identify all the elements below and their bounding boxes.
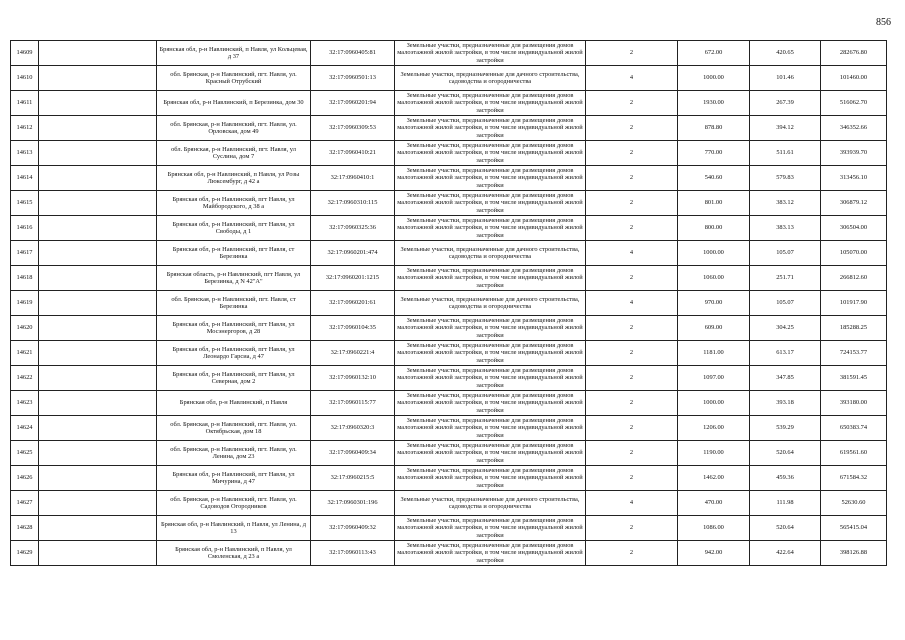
cell-blank bbox=[39, 466, 157, 491]
cell-land-use-category: Земельные участки, предназначенные для дачного строительства, садоводства и огородничества bbox=[395, 291, 586, 316]
cell-group: 4 bbox=[586, 241, 678, 266]
cell-record-id: 14612 bbox=[11, 116, 39, 141]
cell-group: 2 bbox=[586, 191, 678, 216]
table-row bbox=[11, 91, 887, 116]
cell-cadastral-number: 32:17:0960113:43 bbox=[311, 541, 395, 566]
cell-record-id: 14621 bbox=[11, 341, 39, 366]
cell-record-id: 14614 bbox=[11, 166, 39, 191]
cell-area: 970.00 bbox=[678, 291, 750, 316]
cell-cadastral-value: 282676.80 bbox=[821, 41, 887, 66]
cell-specific-value: 111.98 bbox=[750, 491, 821, 516]
cell-blank bbox=[39, 391, 157, 416]
table-row bbox=[11, 391, 887, 416]
table-row bbox=[11, 266, 887, 291]
cell-record-id: 14618 bbox=[11, 266, 39, 291]
cell-cadastral-number: 32:17:0960410:21 bbox=[311, 141, 395, 166]
cell-specific-value: 267.39 bbox=[750, 91, 821, 116]
cell-blank bbox=[39, 91, 157, 116]
cell-cadastral-number: 32:17:0960409:32 bbox=[311, 516, 395, 541]
cell-cadastral-value: 313456.10 bbox=[821, 166, 887, 191]
cell-group: 2 bbox=[586, 466, 678, 491]
cell-address: Брянская обл, р-н Навлинский, пгт Навля, ул Свободы, д 1 bbox=[157, 216, 311, 241]
cell-blank bbox=[39, 491, 157, 516]
cell-area: 672.00 bbox=[678, 41, 750, 66]
cell-group: 2 bbox=[586, 391, 678, 416]
cell-cadastral-value: 398126.88 bbox=[821, 541, 887, 566]
cell-land-use-category: Земельные участки, предназначенные для размещения домов малоэтажной жилой застройки, в том числе индивидуальной жилой застройки bbox=[395, 416, 586, 441]
cell-blank bbox=[39, 216, 157, 241]
cell-area: 1462.00 bbox=[678, 466, 750, 491]
table-row bbox=[11, 66, 887, 91]
cell-specific-value: 347.85 bbox=[750, 366, 821, 391]
cell-area: 801.00 bbox=[678, 191, 750, 216]
cell-specific-value: 101.46 bbox=[750, 66, 821, 91]
cell-cadastral-number: 32:17:0960201:61 bbox=[311, 291, 395, 316]
cell-specific-value: 105.07 bbox=[750, 291, 821, 316]
table-row bbox=[11, 216, 887, 241]
cell-blank bbox=[39, 166, 157, 191]
cell-address: Брянская область, р-н Навлинский, пгт Навля, ул Березинка, д N 42"А" bbox=[157, 266, 311, 291]
cell-cadastral-number: 32:17:0960501:13 bbox=[311, 66, 395, 91]
cell-record-id: 14611 bbox=[11, 91, 39, 116]
table-row bbox=[11, 166, 887, 191]
cell-group: 2 bbox=[586, 216, 678, 241]
table-row bbox=[11, 116, 887, 141]
cell-record-id: 14616 bbox=[11, 216, 39, 241]
table-row bbox=[11, 491, 887, 516]
cell-specific-value: 422.64 bbox=[750, 541, 821, 566]
cell-cadastral-value: 101460.00 bbox=[821, 66, 887, 91]
cell-address: обл. Брянская, р-н Навлинский, пгт. Навля, ул. Садоводов Огородников bbox=[157, 491, 311, 516]
table-row bbox=[11, 541, 887, 566]
cell-address: Брянская обл, р-н Навлинский, п Навля, ул Розы Люксембург, д 42 а bbox=[157, 166, 311, 191]
cell-area: 1000.00 bbox=[678, 66, 750, 91]
cell-specific-value: 393.18 bbox=[750, 391, 821, 416]
table-row bbox=[11, 341, 887, 366]
table-row bbox=[11, 416, 887, 441]
cell-land-use-category: Земельные участки, предназначенные для размещения домов малоэтажной жилой застройки, в том числе индивидуальной жилой застройки bbox=[395, 316, 586, 341]
cell-land-use-category: Земельные участки, предназначенные для размещения домов малоэтажной жилой застройки, в том числе индивидуальной жилой застройки bbox=[395, 166, 586, 191]
cell-area: 1206.00 bbox=[678, 416, 750, 441]
cell-group: 2 bbox=[586, 266, 678, 291]
cell-group: 4 bbox=[586, 291, 678, 316]
cell-land-use-category: Земельные участки, предназначенные для дачного строительства, садоводства и огородничества bbox=[395, 66, 586, 91]
cell-specific-value: 520.64 bbox=[750, 516, 821, 541]
cell-cadastral-number: 32:17:0960410:1 bbox=[311, 166, 395, 191]
land-registry-table bbox=[10, 40, 887, 566]
cell-cadastral-value: 381591.45 bbox=[821, 366, 887, 391]
cell-address: обл. Брянская, р-н Навлинский, пгт. Навля, ул. Октябрьская, дом 18 bbox=[157, 416, 311, 441]
cell-group: 2 bbox=[586, 141, 678, 166]
cell-record-id: 14622 bbox=[11, 366, 39, 391]
cell-cadastral-value: 619561.60 bbox=[821, 441, 887, 466]
cell-cadastral-value: 393180.00 bbox=[821, 391, 887, 416]
cell-blank bbox=[39, 141, 157, 166]
cell-land-use-category: Земельные участки, предназначенные для дачного строительства, садоводства и огородничества bbox=[395, 241, 586, 266]
cell-record-id: 14629 bbox=[11, 541, 39, 566]
cell-blank bbox=[39, 191, 157, 216]
cell-record-id: 14617 bbox=[11, 241, 39, 266]
cell-specific-value: 394.12 bbox=[750, 116, 821, 141]
cell-cadastral-number: 32:17:0960221:4 bbox=[311, 341, 395, 366]
cell-record-id: 14628 bbox=[11, 516, 39, 541]
cell-cadastral-value: 105070.00 bbox=[821, 241, 887, 266]
cell-cadastral-number: 32:17:0960325:36 bbox=[311, 216, 395, 241]
cell-address: обл. Брянская, р-н Навлинский, пгт. Навля, ул Суслина, дом 7 bbox=[157, 141, 311, 166]
cell-group: 2 bbox=[586, 316, 678, 341]
cell-address: Брянская обл, р-н Навлинский, п Навля, ул Ленина, д 13 bbox=[157, 516, 311, 541]
cell-cadastral-value: 101917.90 bbox=[821, 291, 887, 316]
cell-address: обл. Брянская, р-н Навлинский, пгт. Навля, ул. Ленина, дом 23 bbox=[157, 441, 311, 466]
cell-area: 1181.00 bbox=[678, 341, 750, 366]
cell-record-id: 14626 bbox=[11, 466, 39, 491]
table-row bbox=[11, 291, 887, 316]
cell-address: Брянская обл, р-н Навлинский, п Навля bbox=[157, 391, 311, 416]
cell-group: 2 bbox=[586, 441, 678, 466]
cell-land-use-category: Земельные участки, предназначенные для размещения домов малоэтажной жилой застройки, в том числе индивидуальной жилой застройки bbox=[395, 191, 586, 216]
table-row bbox=[11, 41, 887, 66]
table-row bbox=[11, 516, 887, 541]
cell-specific-value: 520.64 bbox=[750, 441, 821, 466]
cell-cadastral-number: 32:17:0960104:35 bbox=[311, 316, 395, 341]
cell-blank bbox=[39, 541, 157, 566]
cell-specific-value: 579.83 bbox=[750, 166, 821, 191]
cell-address: Брянская обл, р-н Навлинский, пгт Навля, ул Майбородского, д 38 а bbox=[157, 191, 311, 216]
cell-cadastral-number: 32:17:0960320:3 bbox=[311, 416, 395, 441]
cell-blank bbox=[39, 291, 157, 316]
cell-cadastral-value: 393939.70 bbox=[821, 141, 887, 166]
cell-cadastral-value: 671584.32 bbox=[821, 466, 887, 491]
cell-cadastral-value: 185288.25 bbox=[821, 316, 887, 341]
cell-cadastral-value: 306504.00 bbox=[821, 216, 887, 241]
cell-record-id: 14625 bbox=[11, 441, 39, 466]
cell-cadastral-value: 306879.12 bbox=[821, 191, 887, 216]
cell-land-use-category: Земельные участки, предназначенные для дачного строительства, садоводства и огородничества bbox=[395, 491, 586, 516]
cell-address: Брянская обл, р-н Навлинский, пгт Навля, ст Березинка bbox=[157, 241, 311, 266]
cell-specific-value: 420.65 bbox=[750, 41, 821, 66]
table-row bbox=[11, 241, 887, 266]
cell-area: 1000.00 bbox=[678, 241, 750, 266]
cell-area: 1097.00 bbox=[678, 366, 750, 391]
cell-blank bbox=[39, 341, 157, 366]
cell-cadastral-value: 516062.70 bbox=[821, 91, 887, 116]
cell-land-use-category: Земельные участки, предназначенные для размещения домов малоэтажной жилой застройки, в том числе индивидуальной жилой застройки bbox=[395, 266, 586, 291]
cell-land-use-category: Земельные участки, предназначенные для размещения домов малоэтажной жилой застройки, в том числе индивидуальной жилой застройки bbox=[395, 391, 586, 416]
cell-group: 2 bbox=[586, 341, 678, 366]
cell-specific-value: 383.13 bbox=[750, 216, 821, 241]
cell-land-use-category: Земельные участки, предназначенные для размещения домов малоэтажной жилой застройки, в том числе индивидуальной жилой застройки bbox=[395, 91, 586, 116]
cell-record-id: 14624 bbox=[11, 416, 39, 441]
cell-specific-value: 539.29 bbox=[750, 416, 821, 441]
cell-record-id: 14609 bbox=[11, 41, 39, 66]
cell-land-use-category: Земельные участки, предназначенные для размещения домов малоэтажной жилой застройки, в том числе индивидуальной жилой застройки bbox=[395, 466, 586, 491]
cell-area: 540.60 bbox=[678, 166, 750, 191]
cell-cadastral-number: 32:17:0960409:34 bbox=[311, 441, 395, 466]
cell-address: Брянская обл, р-н Навлинский, п Навля, ул Кольцевая, д 37 bbox=[157, 41, 311, 66]
cell-group: 2 bbox=[586, 166, 678, 191]
cell-address: Брянская обл, р-н Навлинский, пгт Навля, ул Леонардо Гарсиа, д 47 bbox=[157, 341, 311, 366]
cell-group: 2 bbox=[586, 366, 678, 391]
page-number: 856 bbox=[876, 17, 891, 28]
table-row bbox=[11, 366, 887, 391]
cell-specific-value: 105.07 bbox=[750, 241, 821, 266]
cell-area: 1086.00 bbox=[678, 516, 750, 541]
cell-record-id: 14623 bbox=[11, 391, 39, 416]
cell-record-id: 14613 bbox=[11, 141, 39, 166]
cell-address: Брянская обл, р-н Навлинский, п Навля, ул Смоленская, д 23 а bbox=[157, 541, 311, 566]
cell-address: Брянская обл, р-н Навлинский, пгт Навля, ул Мичурина, д 47 bbox=[157, 466, 311, 491]
cell-cadastral-value: 346352.66 bbox=[821, 116, 887, 141]
cell-group: 4 bbox=[586, 66, 678, 91]
cell-land-use-category: Земельные участки, предназначенные для размещения домов малоэтажной жилой застройки, в том числе индивидуальной жилой застройки bbox=[395, 366, 586, 391]
cell-area: 470.00 bbox=[678, 491, 750, 516]
cell-group: 2 bbox=[586, 541, 678, 566]
cell-cadastral-number: 32:17:0960201:1215 bbox=[311, 266, 395, 291]
table-row bbox=[11, 466, 887, 491]
cell-record-id: 14615 bbox=[11, 191, 39, 216]
cell-cadastral-value: 52630.60 bbox=[821, 491, 887, 516]
cell-land-use-category: Земельные участки, предназначенные для размещения домов малоэтажной жилой застройки, в том числе индивидуальной жилой застройки bbox=[395, 216, 586, 241]
cell-specific-value: 613.17 bbox=[750, 341, 821, 366]
cell-blank bbox=[39, 66, 157, 91]
cell-blank bbox=[39, 316, 157, 341]
cell-area: 878.80 bbox=[678, 116, 750, 141]
cell-specific-value: 459.36 bbox=[750, 466, 821, 491]
cell-area: 1000.00 bbox=[678, 391, 750, 416]
cell-specific-value: 251.71 bbox=[750, 266, 821, 291]
cell-address: Брянская обл, р-н Навлинский, п Березинка, дом 30 bbox=[157, 91, 311, 116]
table-row bbox=[11, 316, 887, 341]
cell-land-use-category: Земельные участки, предназначенные для размещения домов малоэтажной жилой застройки, в том числе индивидуальной жилой застройки bbox=[395, 441, 586, 466]
cell-address: обл. Брянская, р-н Навлинский, пгт. Навля, ул. Красный Отрубский bbox=[157, 66, 311, 91]
cell-land-use-category: Земельные участки, предназначенные для размещения домов малоэтажной жилой застройки, в том числе индивидуальной жилой застройки bbox=[395, 116, 586, 141]
cell-group: 2 bbox=[586, 116, 678, 141]
cell-blank bbox=[39, 366, 157, 391]
cell-group: 2 bbox=[586, 41, 678, 66]
cell-blank bbox=[39, 41, 157, 66]
cell-area: 942.00 bbox=[678, 541, 750, 566]
cell-land-use-category: Земельные участки, предназначенные для размещения домов малоэтажной жилой застройки, в том числе индивидуальной жилой застройки bbox=[395, 41, 586, 66]
cell-area: 770.00 bbox=[678, 141, 750, 166]
cell-cadastral-value: 724153.77 bbox=[821, 341, 887, 366]
cell-area: 1060.00 bbox=[678, 266, 750, 291]
cell-land-use-category: Земельные участки, предназначенные для размещения домов малоэтажной жилой застройки, в том числе индивидуальной жилой застройки bbox=[395, 516, 586, 541]
cell-blank bbox=[39, 266, 157, 291]
cell-address: Брянская обл, р-н Навлинский, пгт Навля, ул Северная, дом 2 bbox=[157, 366, 311, 391]
cell-cadastral-value: 565415.04 bbox=[821, 516, 887, 541]
cell-cadastral-number: 32:17:0960115:77 bbox=[311, 391, 395, 416]
cell-specific-value: 383.12 bbox=[750, 191, 821, 216]
cell-area: 1930.00 bbox=[678, 91, 750, 116]
cell-cadastral-value: 266812.60 bbox=[821, 266, 887, 291]
cell-group: 2 bbox=[586, 91, 678, 116]
cell-blank bbox=[39, 116, 157, 141]
cell-record-id: 14620 bbox=[11, 316, 39, 341]
cell-specific-value: 304.25 bbox=[750, 316, 821, 341]
cell-blank bbox=[39, 241, 157, 266]
cell-cadastral-number: 32:17:0960301:196 bbox=[311, 491, 395, 516]
cell-address: обл. Брянская, р-н Навлинский, пгт. Навля, ул. Орловская, дом 49 bbox=[157, 116, 311, 141]
cell-blank bbox=[39, 441, 157, 466]
table-row bbox=[11, 191, 887, 216]
cell-area: 609.00 bbox=[678, 316, 750, 341]
cell-cadastral-number: 32:17:0960309:53 bbox=[311, 116, 395, 141]
cell-cadastral-number: 32:17:0960201:94 bbox=[311, 91, 395, 116]
cell-record-id: 14610 bbox=[11, 66, 39, 91]
cell-cadastral-number: 32:17:0960215:5 bbox=[311, 466, 395, 491]
cell-area: 800.00 bbox=[678, 216, 750, 241]
cell-land-use-category: Земельные участки, предназначенные для размещения домов малоэтажной жилой застройки, в том числе индивидуальной жилой застройки bbox=[395, 541, 586, 566]
cell-record-id: 14627 bbox=[11, 491, 39, 516]
cell-group: 2 bbox=[586, 516, 678, 541]
table-body bbox=[11, 41, 887, 566]
cell-cadastral-number: 32:17:0960310:115 bbox=[311, 191, 395, 216]
cell-blank bbox=[39, 416, 157, 441]
cell-group: 4 bbox=[586, 491, 678, 516]
table-row bbox=[11, 441, 887, 466]
cell-address: обл. Брянская, р-н Навлинский, пгт. Навля, ст Березинка bbox=[157, 291, 311, 316]
cell-cadastral-number: 32:17:0960405:81 bbox=[311, 41, 395, 66]
cell-record-id: 14619 bbox=[11, 291, 39, 316]
cell-area: 1190.00 bbox=[678, 441, 750, 466]
cell-group: 2 bbox=[586, 416, 678, 441]
cell-cadastral-value: 650383.74 bbox=[821, 416, 887, 441]
cell-land-use-category: Земельные участки, предназначенные для размещения домов малоэтажной жилой застройки, в том числе индивидуальной жилой застройки bbox=[395, 141, 586, 166]
cell-land-use-category: Земельные участки, предназначенные для размещения домов малоэтажной жилой застройки, в том числе индивидуальной жилой застройки bbox=[395, 341, 586, 366]
cell-cadastral-number: 32:17:0960132:10 bbox=[311, 366, 395, 391]
cell-blank bbox=[39, 516, 157, 541]
cell-address: Брянская обл, р-н Навлинский, пгт Навля, ул Мосэнергоров, д 28 bbox=[157, 316, 311, 341]
cell-specific-value: 511.61 bbox=[750, 141, 821, 166]
cell-cadastral-number: 32:17:0960201:474 bbox=[311, 241, 395, 266]
table-row bbox=[11, 141, 887, 166]
